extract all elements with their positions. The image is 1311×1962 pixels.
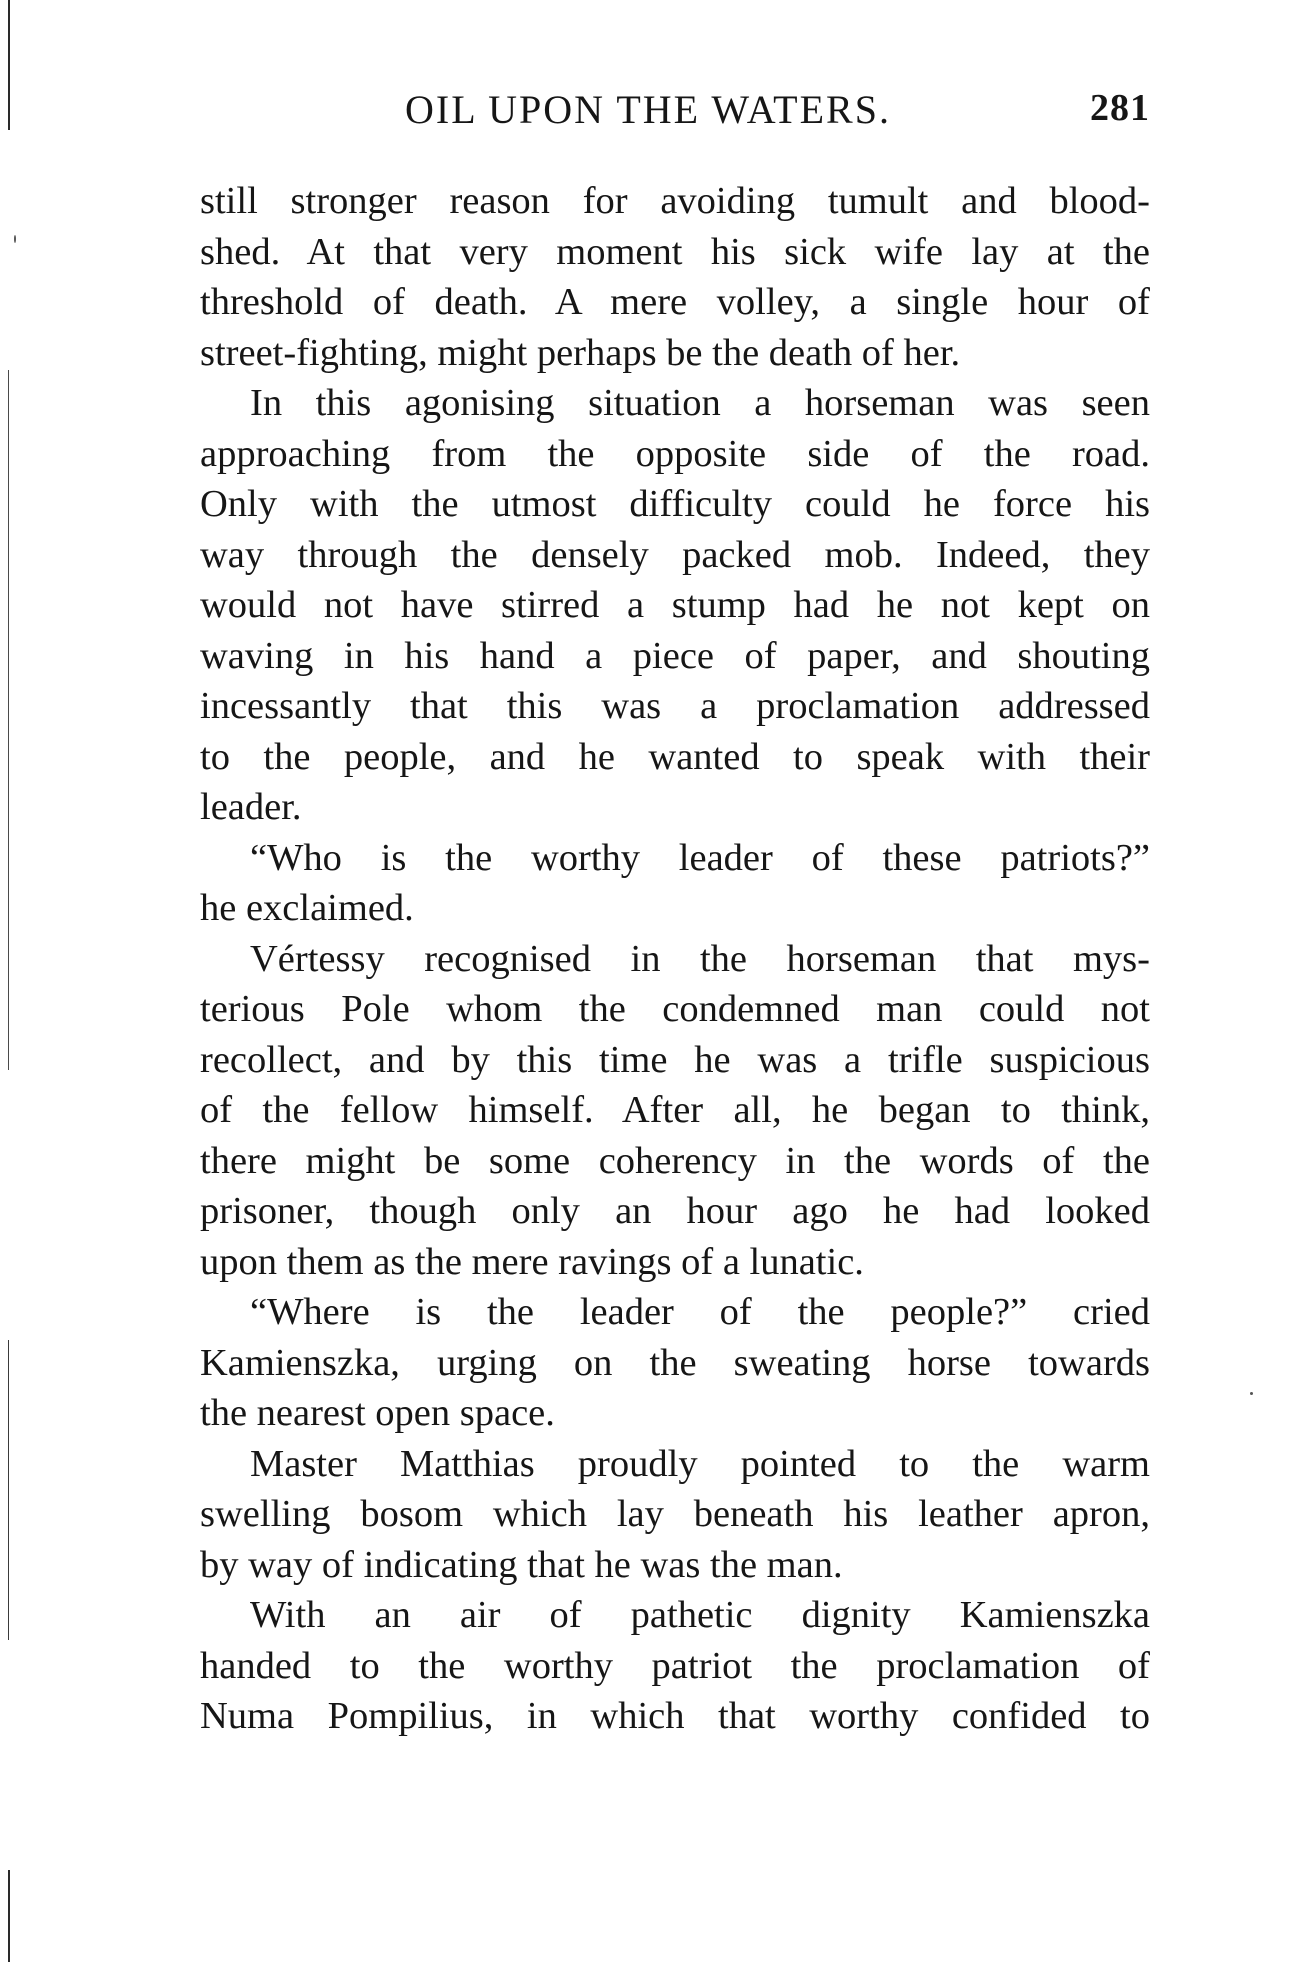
text-line: still stronger reason for avoiding tumult and blood- <box>200 180 1150 222</box>
text-line: In this agonising situation a horseman was seen <box>250 382 1150 424</box>
text-line: “Who is the worthy leader of these patriots?” <box>250 836 1150 879</box>
text-line: With an air of pathetic dignity Kamienszka <box>250 1594 1150 1636</box>
text-line: swelling bosom which lay beneath his leather apron, <box>200 1493 1150 1535</box>
text-line: there might be some coherency in the words of the <box>200 1139 1150 1182</box>
text-line: waving in his hand a piece of paper, and shouting <box>200 634 1150 677</box>
text-line: Master Matthias proudly pointed to the warm <box>250 1442 1150 1485</box>
scan-edge-mark <box>8 1340 9 1640</box>
text-line: by way of indicating that he was the man. <box>200 1543 843 1586</box>
text-line: Only with the utmost difficulty could he force his <box>200 483 1150 525</box>
text-line: way through the densely packed mob. Indeed, they <box>200 533 1150 576</box>
text-line: incessantly that this was a proclamation addressed <box>200 685 1150 727</box>
text-line: would not have stirred a stump had he not kept on <box>200 584 1150 626</box>
text-line: approaching from the opposite side of the road. <box>200 432 1150 475</box>
text-line: “Where is the leader of the people?” cried <box>250 1291 1150 1333</box>
scan-edge-mark <box>8 0 10 130</box>
text-line: recollect, and by this time he was a trifle suspicious <box>200 1038 1150 1081</box>
text-line: street-fighting, might perhaps be the death of her. <box>200 331 961 374</box>
scan-speck <box>14 235 16 243</box>
text-line: handed to the worthy patriot the proclamation of <box>200 1644 1150 1687</box>
text-line: threshold of death. A mere volley, a single hour of <box>200 281 1150 323</box>
text-line: Vértessy recognised in the horseman that mys- <box>250 937 1150 980</box>
text-line: Numa Pompilius, in which that worthy confided to <box>200 1695 1150 1737</box>
text-line: terious Pole whom the condemned man could not <box>200 988 1150 1030</box>
text-line: upon them as the mere ravings of a lunatic. <box>200 1240 864 1283</box>
text-line: shed. At that very moment his sick wife lay at the <box>200 230 1150 273</box>
scan-edge-mark <box>8 370 9 1070</box>
running-head-title: OIL UPON THE WATERS. <box>405 87 891 132</box>
body-text <box>200 176 1150 1742</box>
running-head <box>200 86 1150 146</box>
text-line: he exclaimed. <box>200 887 414 929</box>
text-line: Kamienszka, urging on the sweating horse towards <box>200 1341 1150 1384</box>
scan-speck <box>1250 1392 1253 1395</box>
text-line: of the fellow himself. After all, he began to think, <box>200 1089 1150 1131</box>
text-line: to the people, and he wanted to speak with their <box>200 735 1150 778</box>
text-line: prisoner, though only an hour ago he had looked <box>200 1190 1150 1232</box>
page-number: 281 <box>1090 87 1150 129</box>
text-line: leader. <box>200 786 302 828</box>
text-line: the nearest open space. <box>200 1392 555 1434</box>
scan-edge-mark <box>8 1870 10 1962</box>
